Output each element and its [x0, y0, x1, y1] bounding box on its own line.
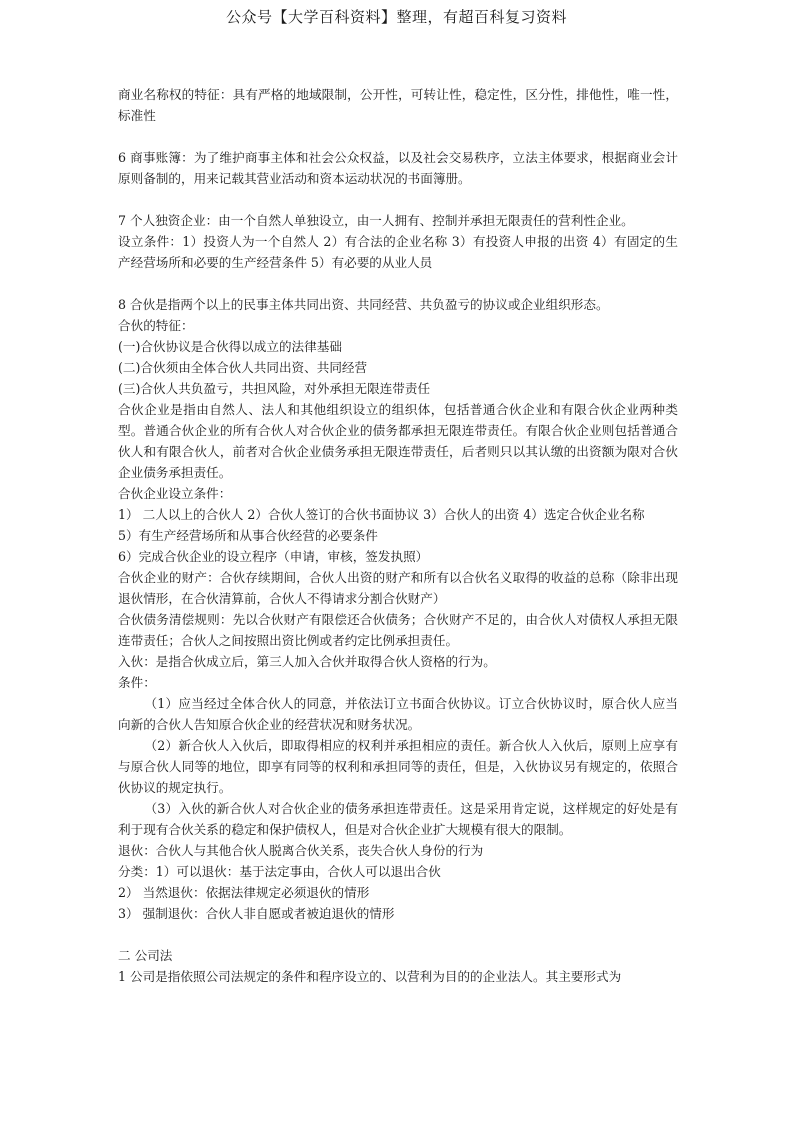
- paragraph-setup-condition-5: 5）有生产经营场所和从事合伙经营的必要条件: [118, 528, 378, 543]
- blank-line: [118, 924, 678, 945]
- paragraph-withdrawal-type-1: 分类：1）可以退伙：基于法定事由，合伙人可以退出合伙: [118, 864, 441, 879]
- paragraph-sole-proprietorship-conditions: 设立条件：1）投资人为一个自然人 2）有合法的企业名称 3）有投资人申报的出资 4）有固定的生产经营场所和必要的生产经营条件 5）有必要的从业人员: [118, 234, 678, 270]
- paragraph-partnership-feature-2: (二)合伙须由全体合伙人共同出资、共同经营: [118, 360, 368, 375]
- paragraph-partnership-property: 合伙企业的财产：合伙存续期间，合伙人出资的财产和所有以合伙名义取得的收益的总称（除非出现退伙情形，在合伙清算前，合伙人不得请求分割合伙财产）: [118, 570, 678, 606]
- blank-line: [118, 189, 678, 210]
- paragraph-admission: 入伙：是指合伙成立后，第三人加入合伙并取得合伙人资格的行为。: [118, 654, 496, 669]
- paragraph-withdrawal: 退伙：合伙人与其他合伙人脱离合伙关系，丧失合伙人身份的行为: [118, 843, 484, 858]
- blank-line: [118, 273, 678, 294]
- paragraph-admission-conditions-heading: 条件：: [118, 675, 156, 690]
- paragraph-admission-condition-3: （3）入伙的新合伙人对合伙企业的债务承担连带责任。这是采用肯定说，这样规定的好处是有利于现有合伙关系的稳定和保护债权人，但是对合伙企业扩大规模有很大的限制。: [118, 801, 678, 837]
- document-body: [118, 84, 678, 987]
- paragraph-admission-condition-1: （1）应当经过全体合伙人的同意，并依法订立书面合伙协议。订立合伙协议时，原合伙人应当向新的合伙人告知原合伙企业的经营状况和财务状况。: [118, 696, 678, 732]
- paragraph-withdrawal-type-2: 2） 当然退伙：依据法律规定必须退伙的情形: [118, 885, 370, 900]
- paragraph-partnership-feature-1: (一)合伙协议是合伙得以成立的法律基础: [118, 339, 342, 354]
- paragraph-sole-proprietorship: 7 个人独资企业：由一个自然人单独设立，由一人拥有、控制并承担无限责任的营利性企业。: [118, 213, 634, 228]
- page-header: 公众号【大学百科资料】整理，有超百科复习资料: [225, 8, 567, 26]
- paragraph-partnership-definition: 8 合伙是指两个以上的民事主体共同出资、共同经营、共负盈亏的协议或企业组织形态。: [118, 297, 609, 312]
- paragraph-partnership-enterprise: 合伙企业是指由自然人、法人和其他组织设立的组织体，包括普通合伙企业和有限合伙企业两种类型。普通合伙企业的所有合伙人对合伙企业的债务都承担无限连带责任。有限合伙企业则包括普通合伙人和有限合伙人，前者对合伙企业债务承担无限连带责任，后者则只以其认缴的出资额为限对合伙企业债务承担责任。: [118, 402, 678, 480]
- paragraph-partnership-features-heading: 合伙的特征：: [118, 318, 194, 333]
- paragraph-trade-name-features: 商业名称权的特征：具有严格的地域限制，公开性，可转让性，稳定性，区分性，排他性，唯一性，标准性: [118, 87, 678, 123]
- paragraph-debt-repayment-rules: 合伙债务清偿规则：先以合伙财产有限偿还合伙债务；合伙财产不足的，由合伙人对债权人承担无限连带责任；合伙人之间按照出资比例或者约定比例承担责任。: [118, 612, 678, 648]
- paragraph-setup-conditions-heading: 合伙企业设立条件：: [118, 486, 232, 501]
- section-heading-company-law: 二 公司法: [118, 948, 173, 963]
- paragraph-business-books: 6 商事账簿：为了维护商事主体和社会公众权益，以及社会交易秩序，立法主体要求，根据商业会计原则备制的，用来记载其营业活动和资本运动状况的书面簿册。: [118, 150, 678, 186]
- paragraph-admission-condition-2: （2）新合伙人入伙后，即取得相应的权利并承担相应的责任。新合伙人入伙后，原则上应享有与原合伙人同等的地位，即享有同等的权利和承担同等的责任，但是，入伙协议另有规定的，依照合伙协议的规定执行。: [118, 738, 678, 795]
- paragraph-company-definition: 1 公司是指依照公司法规定的条件和程序设立的、以营利为目的的企业法人。其主要形式为: [118, 969, 622, 984]
- paragraph-setup-condition-6: 6）完成合伙企业的设立程序（申请，审核，签发执照）: [118, 549, 429, 564]
- paragraph-setup-condition-1-4: 1） 二人以上的合伙人 2）合伙人签订的合伙书面协议 3）合伙人的出资 4）选定合伙企业名称: [118, 507, 645, 522]
- paragraph-withdrawal-type-3: 3） 强制退伙：合伙人非自愿或者被迫退伙的情形: [118, 906, 395, 921]
- blank-line: [118, 126, 678, 147]
- paragraph-partnership-feature-3: (三)合伙人共负盈亏，共担风险，对外承担无限连带责任: [118, 381, 431, 396]
